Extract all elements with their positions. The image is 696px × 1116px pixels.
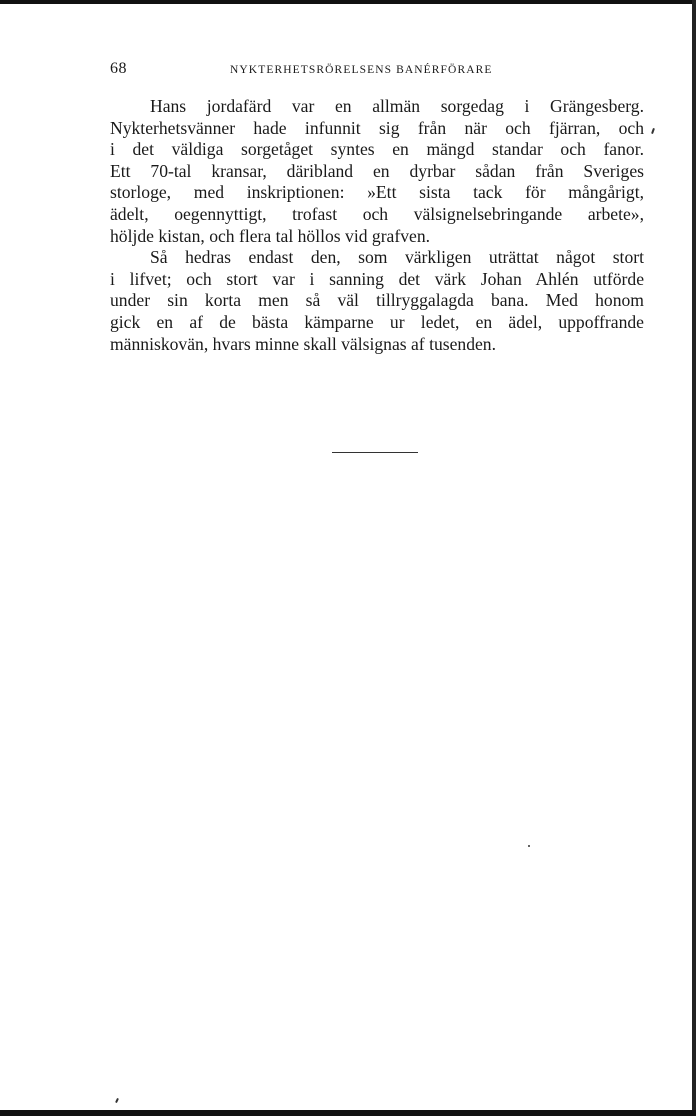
text-line: gick en af de bästa kämparne ur ledet, en ädel, uppoffrande xyxy=(110,311,644,332)
text-line: i lifvet; och stort var i sanning det värk Johan Ahlén utförde xyxy=(110,268,644,289)
section-divider xyxy=(332,452,418,453)
text-line: i det väldiga sorgetåget syntes en mängd standar och fanor. xyxy=(110,139,644,160)
body-text xyxy=(110,96,644,355)
scan-edge-right xyxy=(692,0,696,1116)
text-line: under sin korta men så väl tillryggalagda bana. Med honom xyxy=(110,290,644,311)
text-line: människovän, hvars minne skall välsignas af tusenden. xyxy=(110,333,497,354)
scan-speck xyxy=(115,1098,119,1103)
text-line: höljde kistan, och flera tal höllos vid grafven. xyxy=(110,225,431,246)
text-line: Ett 70-tal kransar, däribland en dyrbar sådan från Sveriges xyxy=(110,160,644,181)
scan-edge-bottom xyxy=(0,1110,696,1116)
running-head xyxy=(110,58,644,82)
text-line: Nykterhetsvänner hade infunnit sig från när och fjärran, och xyxy=(110,117,644,138)
text-line: Hans jordafärd var en allmän sorgedag i Grängesberg. xyxy=(150,96,644,116)
text-line: storloge, med inskriptionen: »Ett sista tack för mångårigt, xyxy=(110,182,644,203)
page-number: 68 xyxy=(110,60,127,77)
running-head-title: NYKTERHETSRÖRELSENS BANÉRFÖRARE xyxy=(230,64,493,76)
text-line: ädelt, oegennyttigt, trofast och välsignelsebringande arbete», xyxy=(110,203,644,224)
scan-edge-top xyxy=(0,0,696,4)
text-line: Så hedras endast den, som värkligen uträttat något stort xyxy=(150,247,644,268)
scan-speck xyxy=(651,128,655,134)
scan-speck xyxy=(528,845,530,847)
